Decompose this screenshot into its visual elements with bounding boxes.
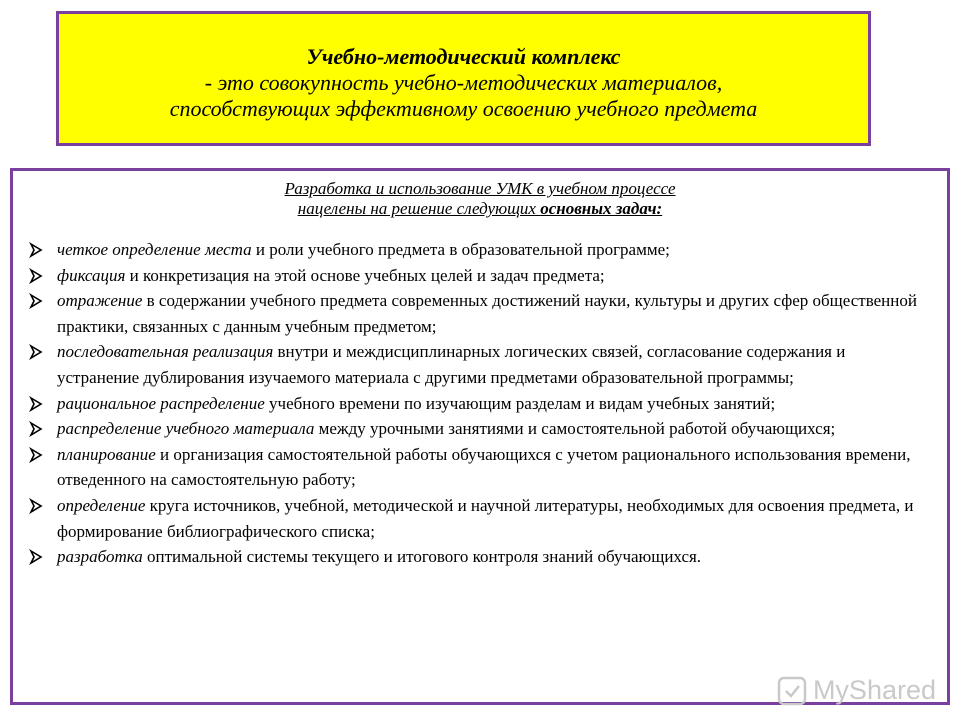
arrowhead-bullet-icon: [27, 544, 47, 569]
tasks-heading-colon: :: [656, 199, 663, 218]
arrowhead-bullet-icon: [27, 288, 47, 313]
tasks-heading-bold: основных задач: [540, 199, 657, 218]
arrowhead-bullet-icon: [27, 263, 47, 288]
task-item-key: отражение: [57, 291, 143, 311]
title-definition-line2: способствующих эффективному освоению учебного предмета: [169, 96, 758, 121]
tasks-heading: [13, 179, 947, 219]
title-box: [56, 11, 871, 146]
task-item: [27, 288, 929, 339]
tasks-heading-line1: Разработка и использование УМК в учебном процессе: [284, 179, 676, 198]
arrowhead-bullet-icon: [27, 237, 47, 262]
title-definition-line1: - это совокупность учебно-методических материалов,: [204, 70, 723, 95]
myshared-logo-icon: [777, 676, 807, 706]
task-item-text: учебного времени по изучающим разделам и видам учебных занятий;: [264, 393, 776, 413]
task-item-text: и роли учебного предмета в образовательной программе;: [251, 240, 670, 259]
tasks-heading-line2: [298, 199, 662, 218]
task-item-key: планирование: [57, 444, 156, 464]
task-item-key: определение: [57, 495, 146, 515]
watermark: [777, 675, 936, 706]
task-item-text: в содержании учебного предмета современных достижений науки, культуры и других сфер общественной практики, связанных с данным учебным предметом;: [57, 291, 917, 336]
task-item-text: и конкретизация на этой основе учебных целей и задач предмета;: [125, 265, 605, 285]
task-item-text: между урочными занятиями и самостоятельной работой обучающихся;: [314, 419, 836, 439]
task-item-text: и организация самостоятельной работы обучающихся с учетом рационального использования времени, отведенного на самостоятельную работу;: [57, 444, 911, 490]
task-item-key: распределение учебного материала: [57, 419, 315, 439]
title-heading: Учебно-методический комплекс: [306, 44, 621, 69]
task-item-text: оптимальной системы текущего и итогового контроля знаний обучающихся.: [142, 547, 702, 567]
task-item-key: последовательная реализация: [57, 342, 274, 362]
task-item-key: фиксация: [57, 265, 126, 285]
task-item: [27, 339, 929, 390]
arrowhead-bullet-icon: [27, 339, 47, 364]
task-item-key: рациональное распределение: [57, 393, 265, 413]
arrowhead-bullet-icon: [27, 493, 47, 518]
task-item: [27, 391, 929, 417]
task-item: [27, 493, 929, 544]
task-item: [27, 442, 929, 493]
task-item-text: круга источников, учебной, методической и научной литературы, необходимых для освоения предмета, и формирование библиографического списка;: [57, 495, 914, 541]
task-list: [13, 237, 947, 570]
task-item: [27, 416, 929, 442]
task-item: [27, 237, 929, 263]
task-item: [27, 263, 929, 289]
arrowhead-bullet-icon: [27, 416, 47, 441]
arrowhead-bullet-icon: [27, 391, 47, 416]
tasks-heading-prefix: нацелены на решение следующих: [297, 199, 541, 218]
task-item-key: четкое определение места: [57, 240, 252, 259]
arrowhead-bullet-icon: [27, 442, 47, 467]
watermark-text: MyShared: [812, 675, 936, 705]
task-item: [27, 544, 929, 570]
task-item-key: разработка: [57, 547, 143, 567]
task-item-text: внутри и междисциплинарных логических связей, согласование содержания и устранение дублирования изучаемого материала с другими предметами образовательной программы;: [57, 342, 846, 387]
tasks-box: [10, 168, 950, 705]
